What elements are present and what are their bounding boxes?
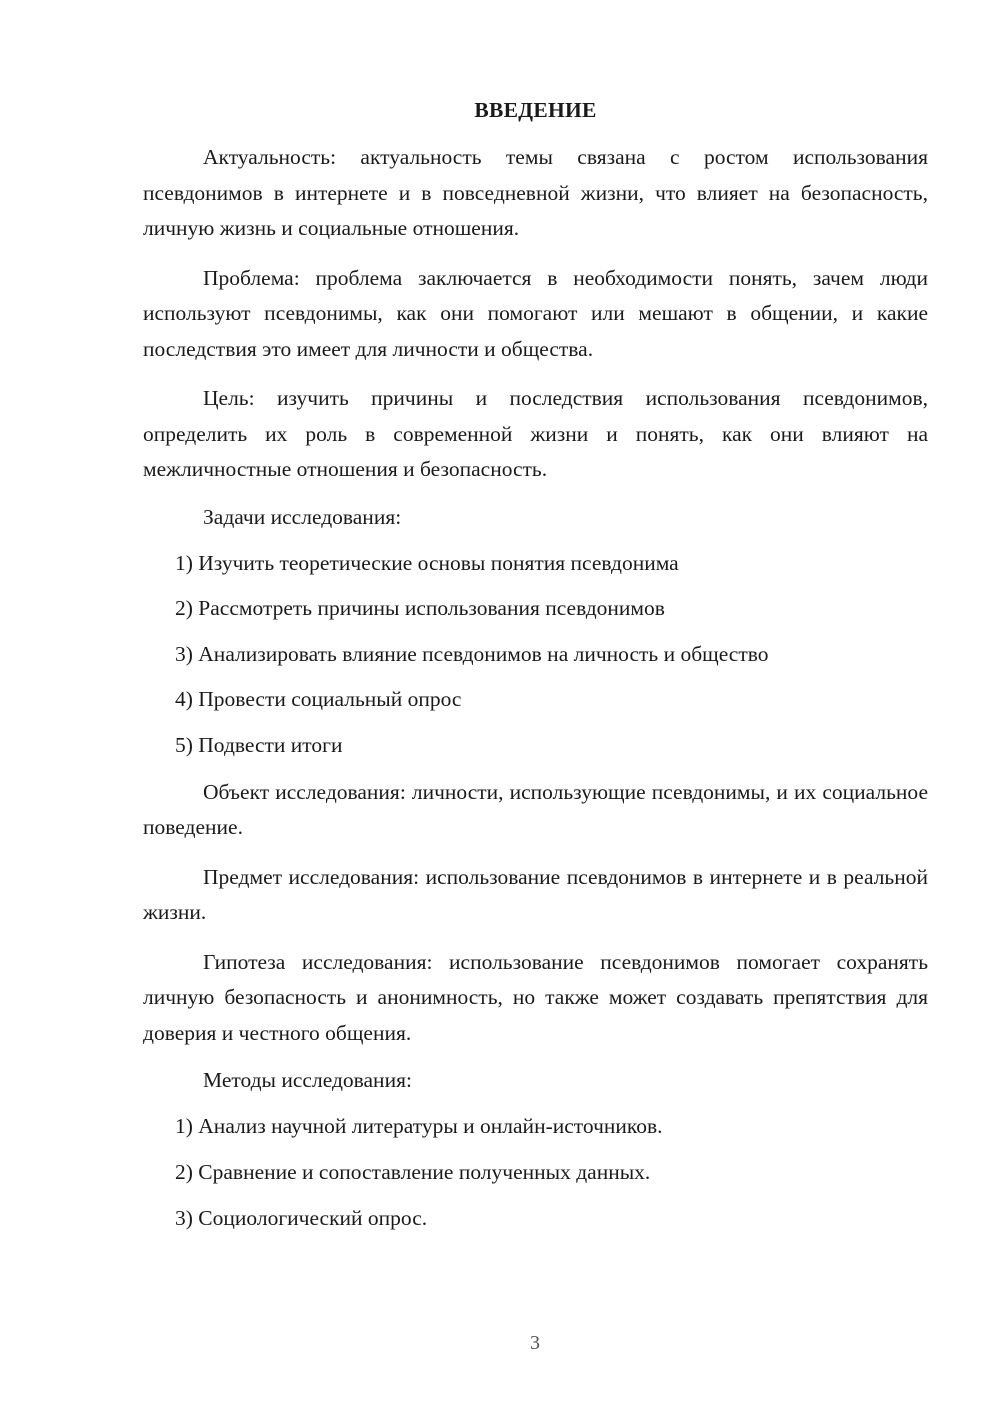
- method-item: 2) Сравнение и сопоставление полученных данных.: [175, 1159, 651, 1184]
- task-item: 5) Подвести итоги: [175, 732, 343, 757]
- goal-paragraph: Цель: изучить причины и последствия использования псевдонимов, определить их роль в современной жизни и понять, как они влияют на межличностные отношения и безопасность.: [143, 386, 928, 481]
- method-item: 1) Анализ научной литературы и онлайн-источников.: [175, 1114, 663, 1139]
- page-number: 3: [530, 1332, 540, 1354]
- task-item: 3) Анализировать влияние псевдонимов на личность и общество: [175, 641, 769, 666]
- document-page: [143, 95, 928, 1248]
- problem-paragraph: Проблема: проблема заключается в необходимости понять, зачем люди используют псевдонимы, как они помогают или мешают в общении, и какие последствия это имеет для личности и общества.: [143, 265, 928, 361]
- object-paragraph: Объект исследования: личности, использующие псевдонимы, и их социальное поведение.: [143, 779, 928, 840]
- task-item: 4) Провести социальный опрос: [175, 687, 462, 712]
- tasks-heading: Задачи исследования:: [203, 504, 402, 529]
- subject-paragraph: Предмет исследования: использование псевдонимов в интернете и в реальной жизни.: [143, 864, 928, 925]
- task-item: 1) Изучить теоретические основы понятия псевдонима: [175, 550, 679, 575]
- task-item: 2) Рассмотреть причины использования псевдонимов: [175, 596, 665, 621]
- methods-heading: Методы исследования:: [203, 1068, 412, 1093]
- methods-list: [143, 1111, 928, 1232]
- page-title: ВВЕДЕНИЕ: [474, 98, 597, 122]
- relevance-paragraph: Актуальность: актуальность темы связана с ростом использования псевдонимов в интернете и в повседневной жизни, что влияет на безопасность, личную жизнь и социальные отношения.: [143, 145, 928, 240]
- hypothesis-paragraph: Гипотеза исследования: использование псевдонимов помогает сохранять личную безопасность и анонимность, но также может создавать препятствия для доверия и честного общения.: [143, 949, 928, 1045]
- tasks-list: [143, 548, 928, 760]
- method-item: 3) Социологический опрос.: [175, 1205, 428, 1230]
